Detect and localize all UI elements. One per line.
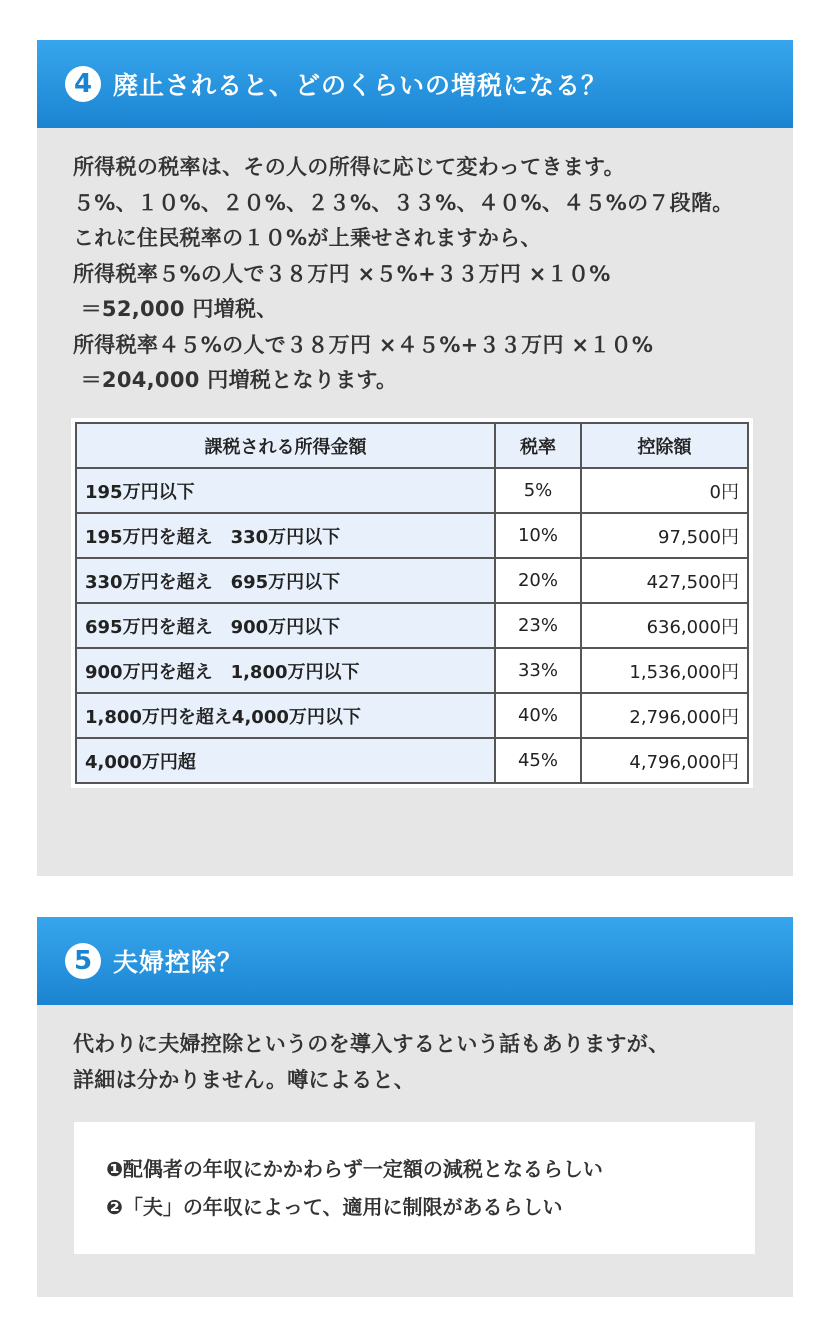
body-line: これに住民税率の１０%が上乗せされますから、 — [73, 226, 542, 250]
income-range-cell: 4,000万円超 — [76, 738, 495, 783]
deduction-cell: 636,000円 — [581, 603, 748, 648]
income-range-cell: 695万円を超え 900万円以下 — [76, 603, 495, 648]
section-title: 廃止されると、どのくらいの増税になる？ — [113, 71, 608, 100]
section-title: 夫婦控除？ — [113, 948, 244, 977]
income-range-cell: 195万円を超え 330万円以下 — [76, 513, 495, 558]
deduction-cell: 4,796,000円 — [581, 738, 748, 783]
table-row — [76, 738, 748, 783]
rate-cell: 20% — [495, 558, 581, 603]
body-line: 詳細は分かりません。噂によると、 — [73, 1067, 416, 1092]
deduction-cell: 1,536,000円 — [581, 648, 748, 693]
rate-cell: 40% — [495, 693, 581, 738]
table-header-row — [76, 423, 748, 468]
table-row — [76, 558, 748, 603]
income-range-cell: 330万円を超え 695万円以下 — [76, 558, 495, 603]
income-range-cell: 195万円以下 — [76, 468, 495, 513]
rate-cell: 45% — [495, 738, 581, 783]
tax-rate-table — [75, 422, 749, 784]
income-range-cell: 1,800万円を超え4,000万円以下 — [76, 693, 495, 738]
table-row — [76, 693, 748, 738]
rumor-box — [74, 1122, 755, 1254]
body-line: ５%、１０%、２０%、２３%、３３%、４０%、４５%の７段階。 — [73, 190, 734, 215]
rate-cell: 5% — [495, 468, 581, 513]
body-line: 所得税率４５%の人で３８万円 ×４５%+３３万円 ×１０% — [73, 332, 654, 357]
section-number-badge: 4 — [65, 66, 101, 102]
table-row — [76, 468, 748, 513]
body-line: 所得税率５%の人で３８万円 ×５%+３３万円 ×１０% — [73, 261, 611, 286]
header-income: 課税される所得金額 — [76, 423, 495, 468]
body-line: 所得税の税率は、その人の所得に応じて変わってきます。 — [73, 155, 625, 179]
rumor-item: ❶配偶者の年収にかかわらず一定額の減税となるらしい — [106, 1157, 603, 1181]
table-row — [76, 603, 748, 648]
section-header — [37, 40, 793, 128]
body-line: ＝204,000 円増税となります。 — [73, 368, 398, 392]
table-row — [76, 648, 748, 693]
body-line: 代わりに夫婦控除というのを導入するという話もありますが、 — [73, 1032, 670, 1056]
rumor-item: ❷「夫」の年収によって、適用に制限があるらしい — [106, 1195, 563, 1219]
section-body — [37, 1005, 793, 1098]
section-couple-deduction — [37, 917, 793, 1297]
rate-cell: 33% — [495, 648, 581, 693]
section-header — [37, 917, 793, 1005]
body-line: ＝52,000 円増税、 — [73, 297, 278, 321]
deduction-cell: 427,500円 — [581, 558, 748, 603]
income-range-cell: 900万円を超え 1,800万円以下 — [76, 648, 495, 693]
rate-cell: 10% — [495, 513, 581, 558]
header-deduction: 控除額 — [581, 423, 748, 468]
section-tax-increase — [37, 40, 793, 876]
deduction-cell: 97,500円 — [581, 513, 748, 558]
rate-cell: 23% — [495, 603, 581, 648]
deduction-cell: 0円 — [581, 468, 748, 513]
header-rate: 税率 — [495, 423, 581, 468]
table-row — [76, 513, 748, 558]
section-body — [37, 128, 793, 399]
deduction-cell: 2,796,000円 — [581, 693, 748, 738]
section-number-badge: 5 — [65, 943, 101, 979]
